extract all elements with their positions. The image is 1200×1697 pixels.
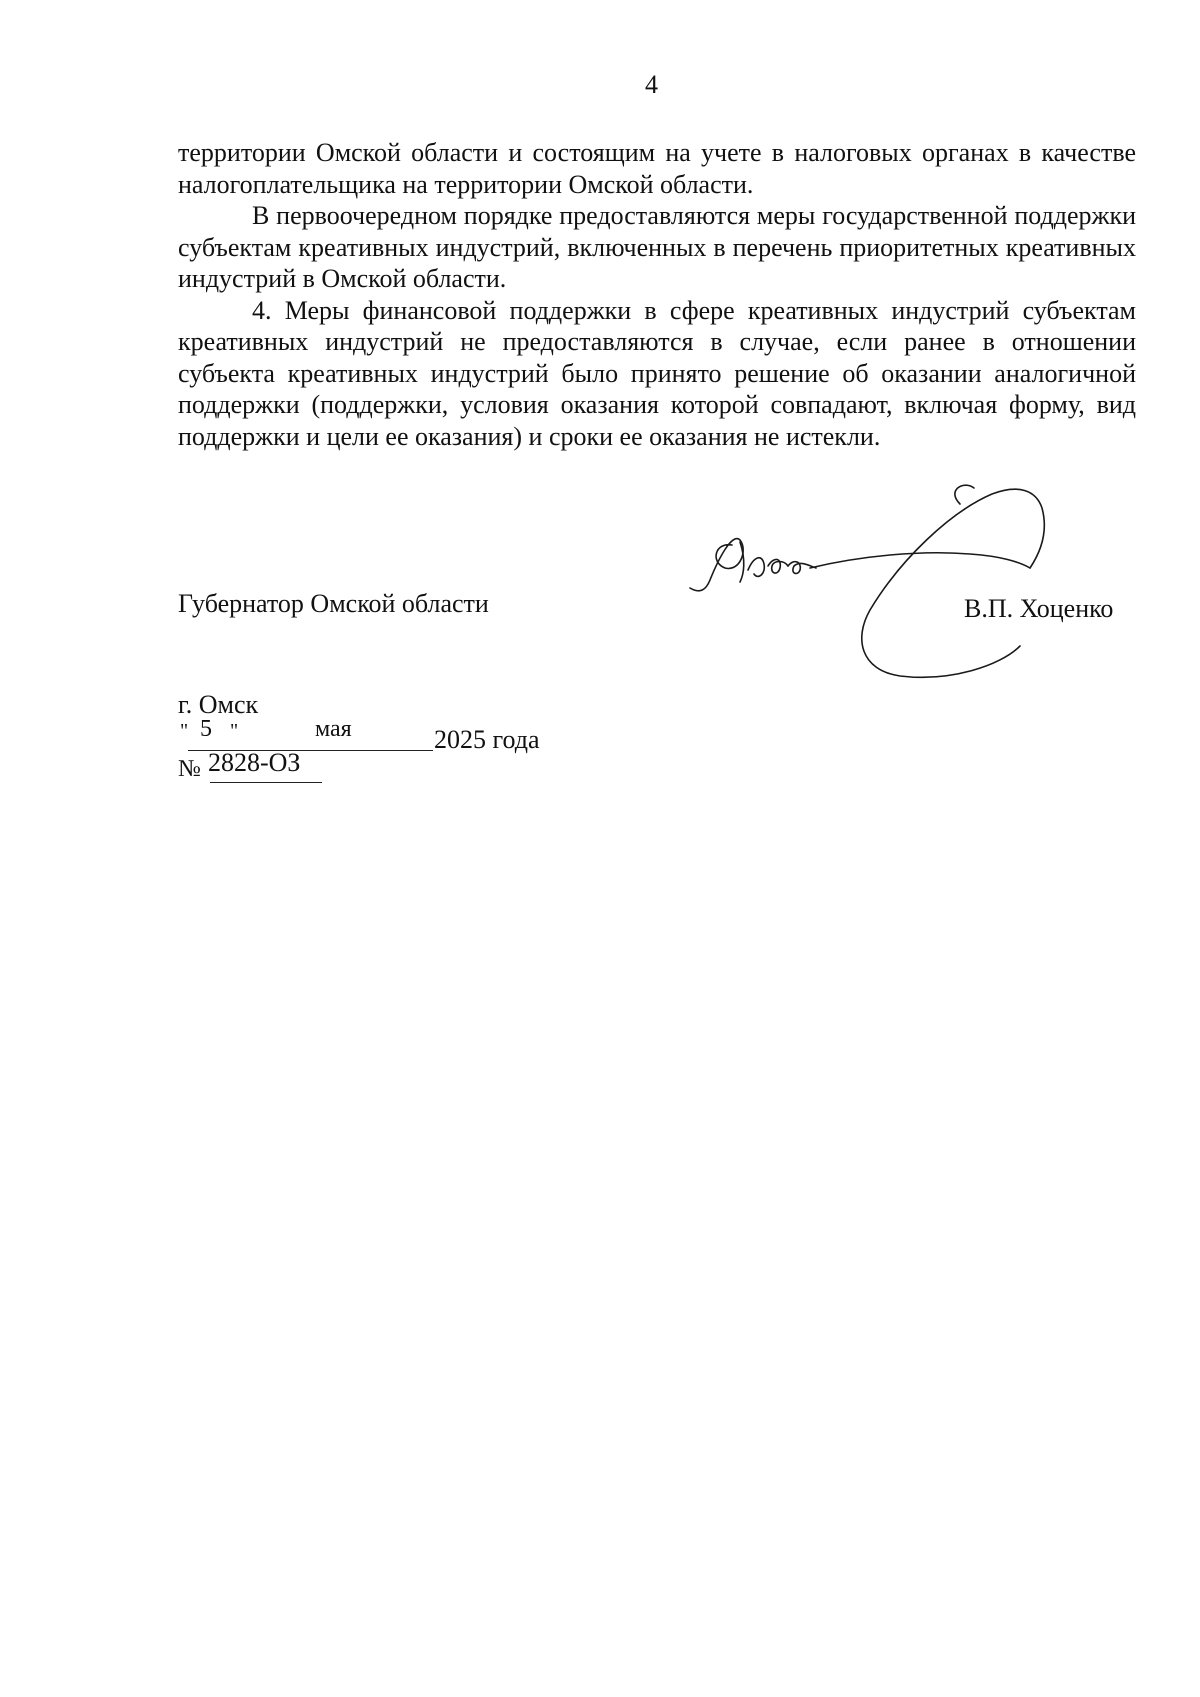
date-year: 2025 года [434,725,540,754]
governor-title: Губернатор Омской области [178,589,489,618]
date-quote-close: " [230,720,239,742]
law-number-value: 2828-ОЗ [208,748,301,777]
date-day: 5 [200,716,212,742]
law-number-underline [210,782,322,783]
number-sign: № [178,756,201,782]
governor-name: В.П. Хоценко [964,594,1114,623]
date-month: мая [315,716,352,742]
law-number [178,748,378,788]
date-quote-open: " [180,720,189,742]
handwritten-signature [670,470,1060,700]
paragraph-continuation: территории Омской области и состоящим на учете в налоговых органах в качестве налогоплательщика на территории Омской области. [178,138,1136,199]
document-body [178,137,1136,452]
city: г. Омск [178,690,259,719]
page-number: 4 [645,70,658,99]
paragraph-priority: В первоочередном порядке предоставляются меры государственной поддержки субъектам креативных индустрий, включенных в перечень приоритетных креативных индустрий в Омской области. [178,201,1136,293]
paragraph-item-4: 4. Меры финансовой поддержки в сфере креативных индустрий субъектам креативных индустрий не предоставляются в случае, если ранее в отношении субъекта креативных индустрий было принято решение об оказании аналогичной поддержки (поддержки, условия оказания которой совпадают, включая форму, вид поддержки и цели ее оказания) и сроки ее оказания не истекли. [178,295,1136,451]
